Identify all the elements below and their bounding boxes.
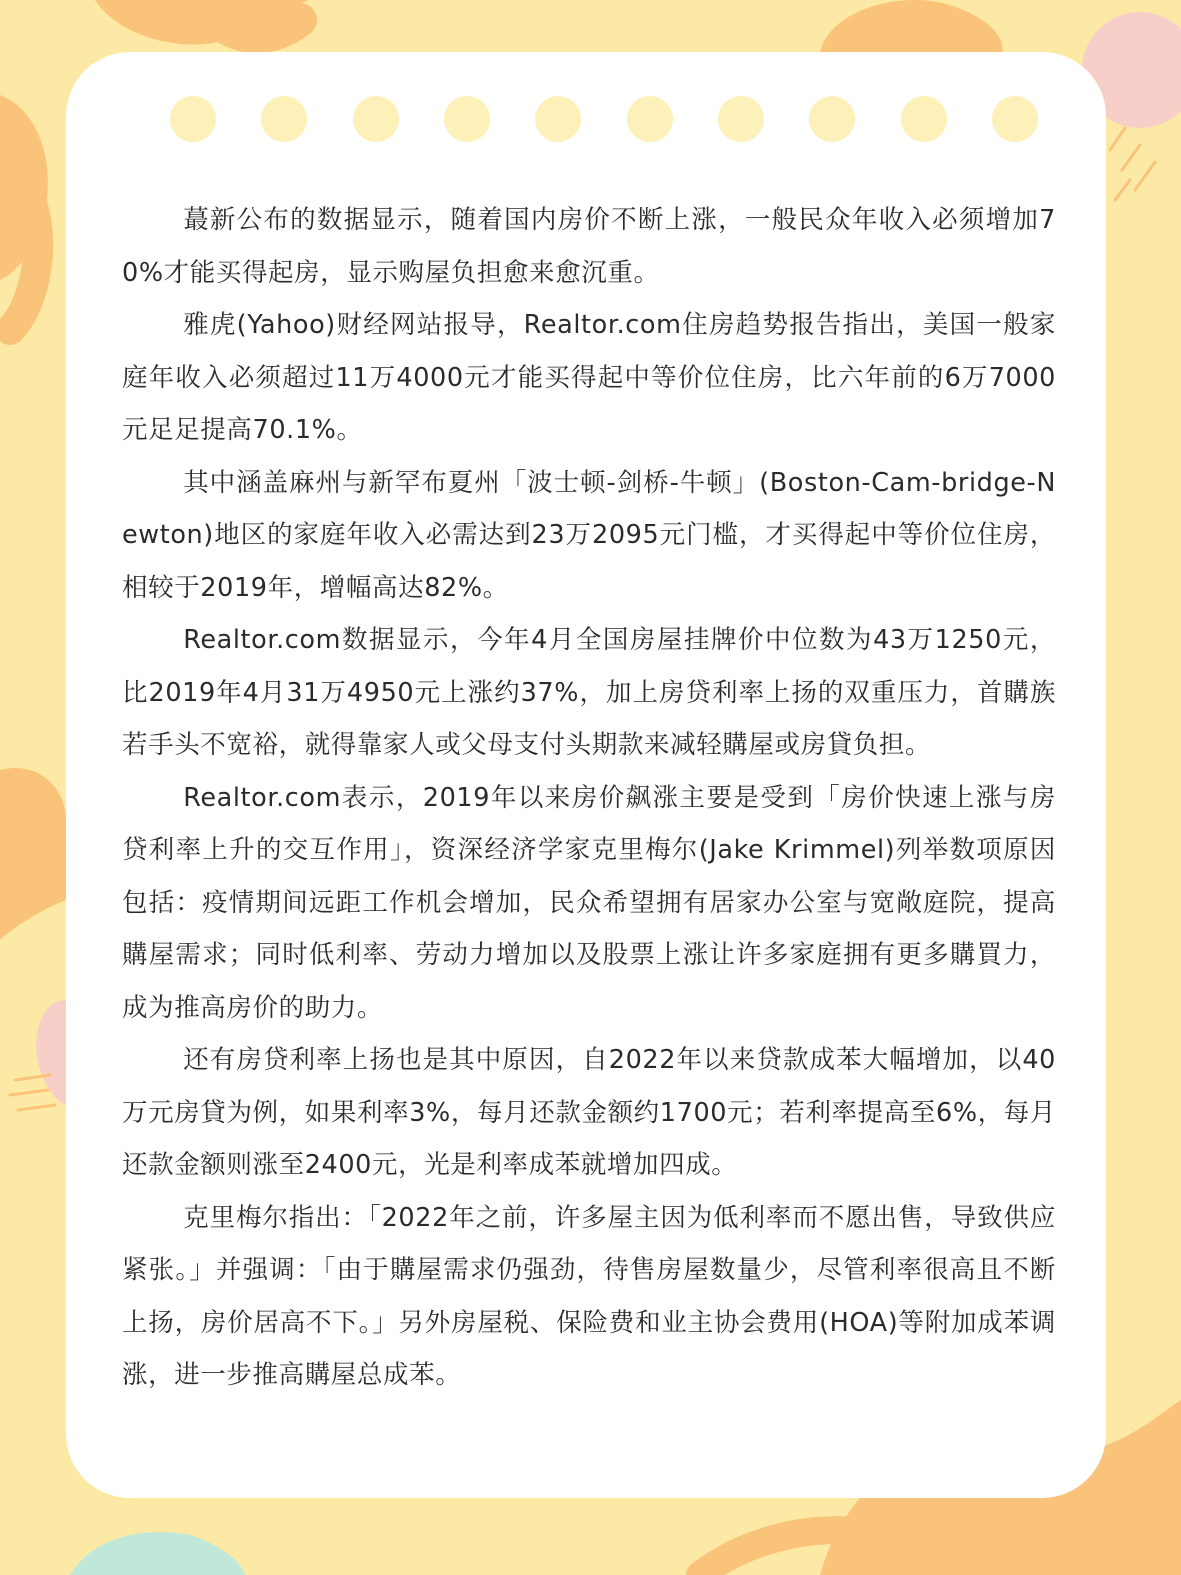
article-paragraph-2: 雅虎(Yahoo)财经网站报导，Realtor.com住房趋势报告指出，美国一般家庭年收入必须超过11万4000元才能买得起中等价位住房，比六年前的6万7000元足足提高70.1%。 (122, 310, 1056, 445)
dot-decoration (718, 96, 764, 142)
mint-blob-bottom-left (70, 1532, 245, 1575)
orange-blob-top-right (820, 0, 1003, 60)
article-paragraph-4: Realtor.com数据显示，今年4月全国房屋挂牌价中位数为43万1250元，比2019年4月31万4950元上涨约37%，加上房贷利率上扬的双重压力，首購族若手头不宽裕，就得靠家人或父母支付头期款来减轻購屋或房貸负担。 (122, 625, 1056, 760)
article-paragraph-3: 其中涵盖麻州与新罕布夏州「波士顿-剑桥-牛顿」(Boston-Cam-bridge-Newton)地区的家庭年收入必需达到23万2095元门槛，才买得起中等价位住房，相较于2019年，增幅高达82%。 (122, 467, 1056, 603)
dot-decoration (170, 96, 216, 142)
pink-blob-left (36, 1000, 66, 1105)
dot-decoration (627, 96, 673, 142)
article-paragraph-1: 蕞新公布的数据显示，随着国内房价不断上涨，一般民众年收入必须增加70%才能买得起房，显示购屋负担愈来愈沉重。 (122, 205, 1056, 288)
article-paragraph-6: 还有房贷利率上扬也是其中原因，自2022年以来贷款成苯大幅增加，以40万元房貸为例，如果利率3%，每月还款金额约1700元；若利率提高至6%，每月还款金额则涨至2400元，光是利率成苯就增加四成。 (122, 1045, 1056, 1180)
article-card (66, 52, 1106, 1498)
orange-blob-left-mid (0, 768, 66, 940)
dot-decoration (809, 96, 855, 142)
dot-decoration (353, 96, 399, 142)
dash-marks-right (1110, 128, 1155, 200)
article-paragraph-7: 克里梅尔指出：「2022年之前，许多屋主因为低利率而不愿出售，导致供应紧张。」并强调：「由于購屋需求仍强劲，待售房屋数量少，尽管利率很高且不断上扬，房价居高不下。」另外房屋税、保险费和业主协会费用(HOA)等附加成苯调涨，进一步推高購屋总成苯。 (122, 1202, 1056, 1390)
dot-decoration (444, 96, 490, 142)
dot-decoration (901, 96, 947, 142)
article-body (122, 194, 1056, 1402)
decorative-dots (170, 96, 1038, 144)
dot-decoration (992, 96, 1038, 142)
article-paragraph-5: Realtor.com表示，2019年以来房价飙涨主要是受到「房价快速上涨与房贷利率上升的交互作用」，资深经济学家克里梅尔(Jake Krimmel)列举数项原因包括：疫情期间远距工作机会增加，民众希望拥有居家办公室与宽敞庭院，提高購屋需求；同时低利率、劳动力增加以及股票上涨让许多家庭拥有更多購買力，成为推高房价的助力。 (122, 782, 1056, 1023)
dot-decoration (535, 96, 581, 142)
dot-decoration (261, 96, 307, 142)
